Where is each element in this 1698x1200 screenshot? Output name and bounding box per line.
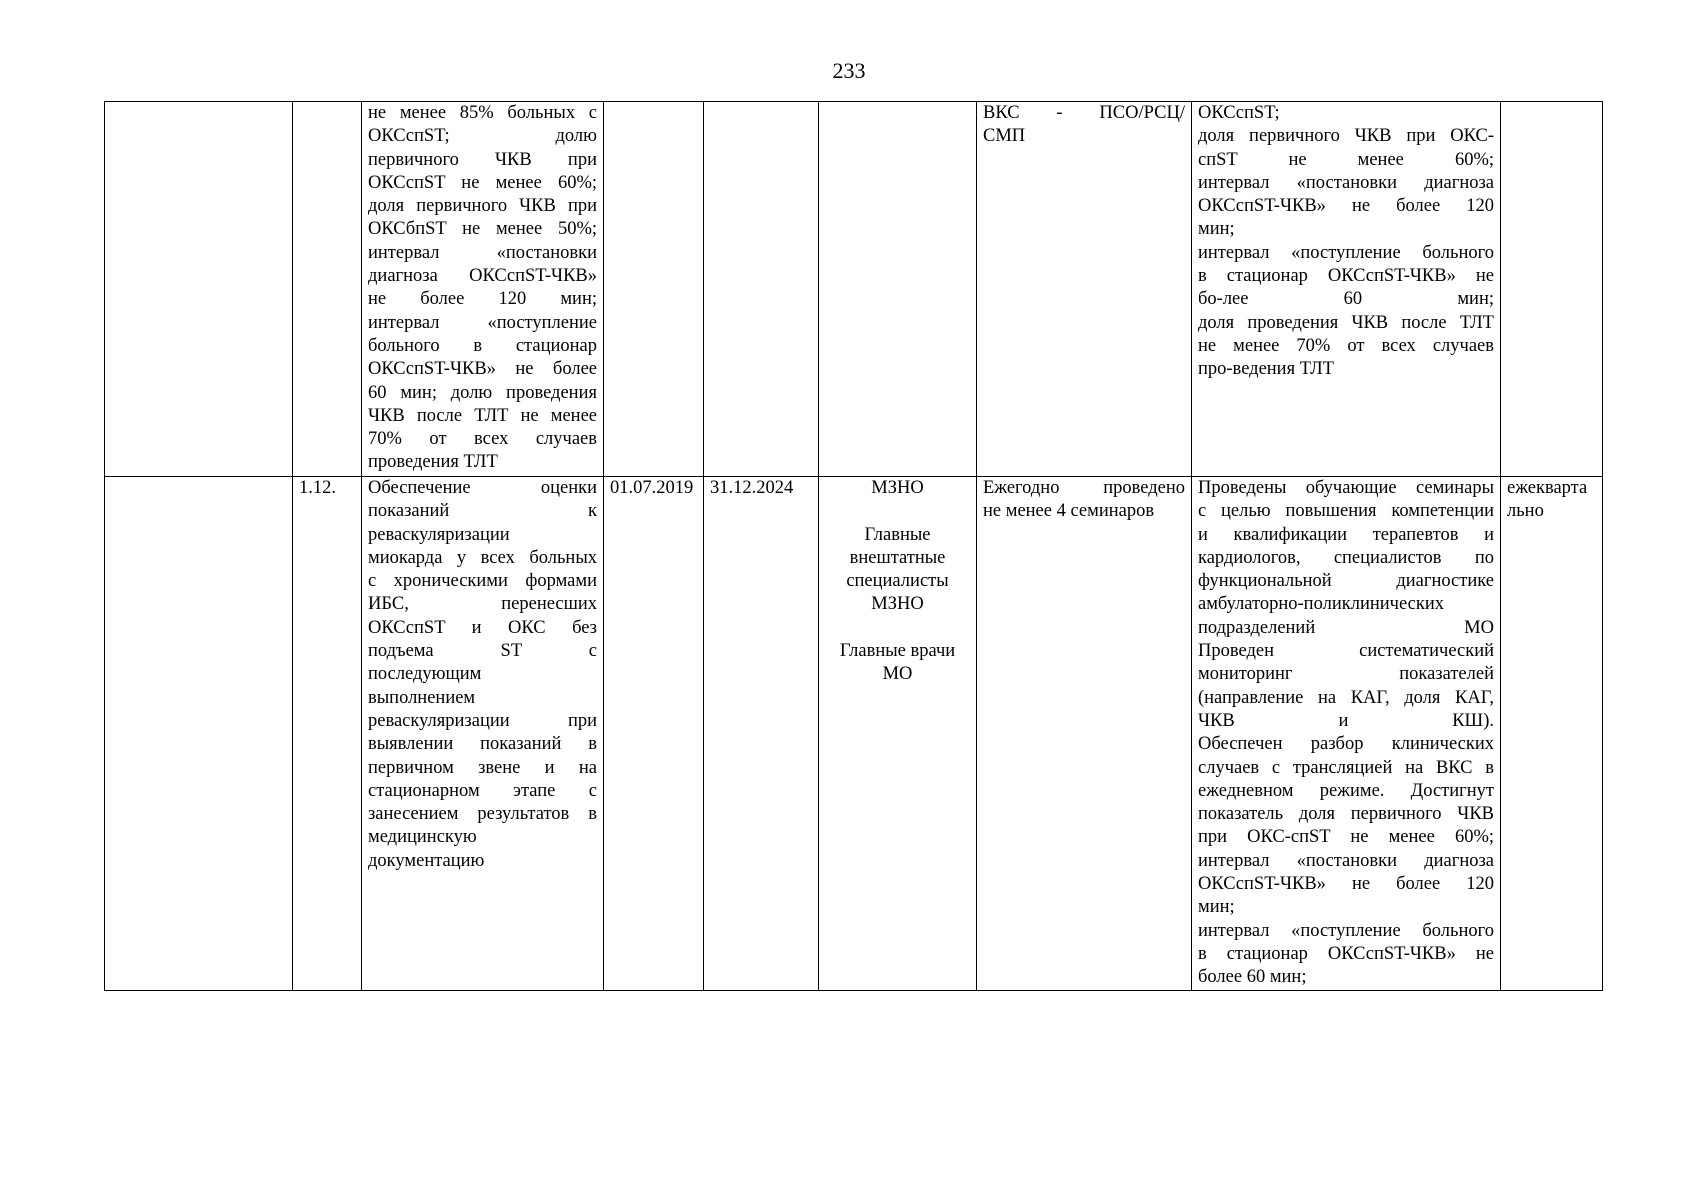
- text-line: подразделений МО: [1198, 617, 1494, 638]
- text-line: стационарном этапе с: [368, 780, 597, 801]
- cell-responsible: [819, 477, 977, 991]
- start-date: 01.07.2019: [610, 478, 694, 498]
- measures-table: [104, 101, 1603, 991]
- text-line: выявлении показаний в: [368, 734, 597, 755]
- cell-end-date: [704, 102, 819, 477]
- text-line: подъема ST с: [368, 641, 597, 662]
- text-line: [825, 617, 970, 640]
- text-line: диагноза ОКСспST-ЧКВ»: [368, 266, 597, 287]
- text-line: функциональной диагностике: [1198, 571, 1494, 592]
- text-line: случаев с трансляцией на ВКС в: [1198, 757, 1494, 778]
- cell-start-date: [604, 102, 704, 477]
- text-line: миокарда у всех больных: [368, 547, 597, 568]
- text-line: интервал «постановки диагноза: [1198, 172, 1494, 193]
- text-line: первичном звене и на: [368, 757, 597, 778]
- text-line: больного в стационар: [368, 335, 597, 356]
- cell-blank: [105, 102, 293, 477]
- text-line: амбулаторно-поликлинических: [1198, 594, 1444, 615]
- table-row: [105, 477, 1603, 991]
- text-line: показатель доля первичного ЧКВ: [1198, 804, 1494, 825]
- text-line: ОКСспST и ОКС без: [368, 617, 597, 638]
- text-line: ежедневном режиме. Достигнут: [1198, 780, 1494, 801]
- text-line: [825, 500, 970, 523]
- cell-result: [1192, 477, 1501, 991]
- text-line: с хроническими формами: [368, 571, 597, 592]
- text-line: Ежегодно проведено: [983, 478, 1185, 498]
- text-line: последующим: [368, 664, 482, 685]
- text-line: и квалификации терапевтов и: [1198, 524, 1494, 545]
- text-line: Обеспечение оценки: [368, 478, 597, 498]
- text-line: интервал «постановки диагноза: [1198, 850, 1494, 871]
- text-line: медицинскую: [368, 827, 477, 848]
- text-line: 60 мин; долю проведения: [368, 382, 597, 403]
- text-line: ЧКВ после ТЛТ не менее: [368, 405, 597, 426]
- cell-blank: [105, 477, 293, 991]
- text-line: доля первичного ЧКВ при: [368, 196, 597, 217]
- text-line: не менее 70% от всех случаев: [1198, 335, 1494, 356]
- text-line: при ОКС-спST не менее 60%;: [1198, 827, 1494, 848]
- text-line: ОКСспST-ЧКВ» не более 120: [1198, 874, 1494, 895]
- cell-indicator: [977, 477, 1192, 991]
- cell-index: [293, 477, 362, 991]
- text-line: реваскуляризации: [368, 524, 510, 545]
- table-row: [105, 102, 1603, 477]
- text-line: с целью повышения компетенции: [1198, 501, 1494, 522]
- cell-responsible: [819, 102, 977, 477]
- text-line: СМП: [983, 126, 1026, 147]
- cell-end-date: [704, 477, 819, 991]
- text-line: кардиологов, специалистов по: [1198, 547, 1494, 568]
- cell-measure: [362, 102, 604, 477]
- text-line: занесением результатов в: [368, 804, 597, 825]
- text-line: документацию: [368, 850, 485, 871]
- text-line: ОКСспST не менее 60%;: [368, 172, 597, 193]
- cell-result: [1192, 102, 1501, 477]
- text-line: показаний к: [368, 501, 597, 522]
- text-line: доля проведения ЧКВ после ТЛТ: [1198, 312, 1494, 333]
- text-line: мониторинг показателей: [1198, 664, 1494, 685]
- text-line: МО: [882, 664, 913, 685]
- text-line: МЗНО: [871, 478, 924, 498]
- text-line: выполнением: [368, 687, 476, 708]
- text-line: 70% от всех случаев: [368, 429, 597, 450]
- text-line: спST не менее 60%;: [1198, 149, 1494, 170]
- text-line: реваскуляризации при: [368, 710, 597, 731]
- text-line: ежекварта: [1507, 478, 1588, 498]
- text-line: в стационар ОКСспST-ЧКВ» не: [1198, 943, 1494, 964]
- cell-periodicity: [1501, 102, 1603, 477]
- text-line: Проведен систематический: [1198, 641, 1494, 662]
- cell-indicator: [977, 102, 1192, 477]
- text-line: ОКСспST;: [1198, 103, 1280, 123]
- text-line: мин;: [1198, 897, 1235, 918]
- text-line: доля первичного ЧКВ при ОКС-: [1198, 126, 1494, 147]
- row-number: 1.12.: [299, 478, 336, 498]
- text-line: интервал «поступление больного: [1198, 920, 1494, 941]
- text-line: ОКСспST-ЧКВ» не более 120: [1198, 196, 1494, 217]
- text-line: ОКСспST; долю: [368, 126, 597, 147]
- text-line: Главные врачи: [839, 641, 956, 662]
- text-line: Главные: [864, 524, 931, 545]
- cell-periodicity: [1501, 477, 1603, 991]
- text-line: ОКСбпST не менее 50%;: [368, 219, 597, 240]
- end-date: 31.12.2024: [710, 478, 794, 498]
- text-line: Обеспечен разбор клинических: [1198, 734, 1494, 755]
- text-line: интервал «постановки: [368, 242, 597, 263]
- text-line: про-ведения ТЛТ: [1198, 359, 1334, 380]
- text-line: льно: [1507, 501, 1544, 522]
- text-line: интервал «поступление: [368, 312, 597, 333]
- text-line: первичного ЧКВ при: [368, 149, 597, 170]
- text-line: специалисты: [846, 571, 949, 592]
- text-line: ИБС, перенесших: [368, 594, 597, 615]
- cell-index: [293, 102, 362, 477]
- text-line: мин;: [1198, 219, 1235, 240]
- page-number: 233: [832, 58, 866, 83]
- text-line: ЧКВ и КШ).: [1198, 710, 1494, 731]
- text-line: (направление на КАГ, доля КАГ,: [1198, 687, 1494, 708]
- text-line: МЗНО: [871, 594, 924, 615]
- cell-start-date: [604, 477, 704, 991]
- text-line: Проведены обучающие семинары: [1198, 478, 1494, 498]
- text-line: бо-лее 60 мин;: [1198, 289, 1494, 310]
- text-line: не менее 4 семинаров: [983, 501, 1155, 522]
- text-line: внештатные: [849, 547, 946, 568]
- text-line: более 60 мин;: [1198, 967, 1307, 988]
- text-line: ОКСспST-ЧКВ» не более: [368, 359, 597, 380]
- text-line: не более 120 мин;: [368, 289, 597, 310]
- text-line: проведения ТЛТ: [368, 452, 498, 473]
- cell-measure: [362, 477, 604, 991]
- text-line: не менее 85% больных с: [368, 103, 597, 123]
- text-line: ВКС - ПСО/РСЦ/: [983, 103, 1185, 123]
- text-line: в стационар ОКСспST-ЧКВ» не: [1198, 266, 1494, 287]
- text-line: интервал «поступление больного: [1198, 242, 1494, 263]
